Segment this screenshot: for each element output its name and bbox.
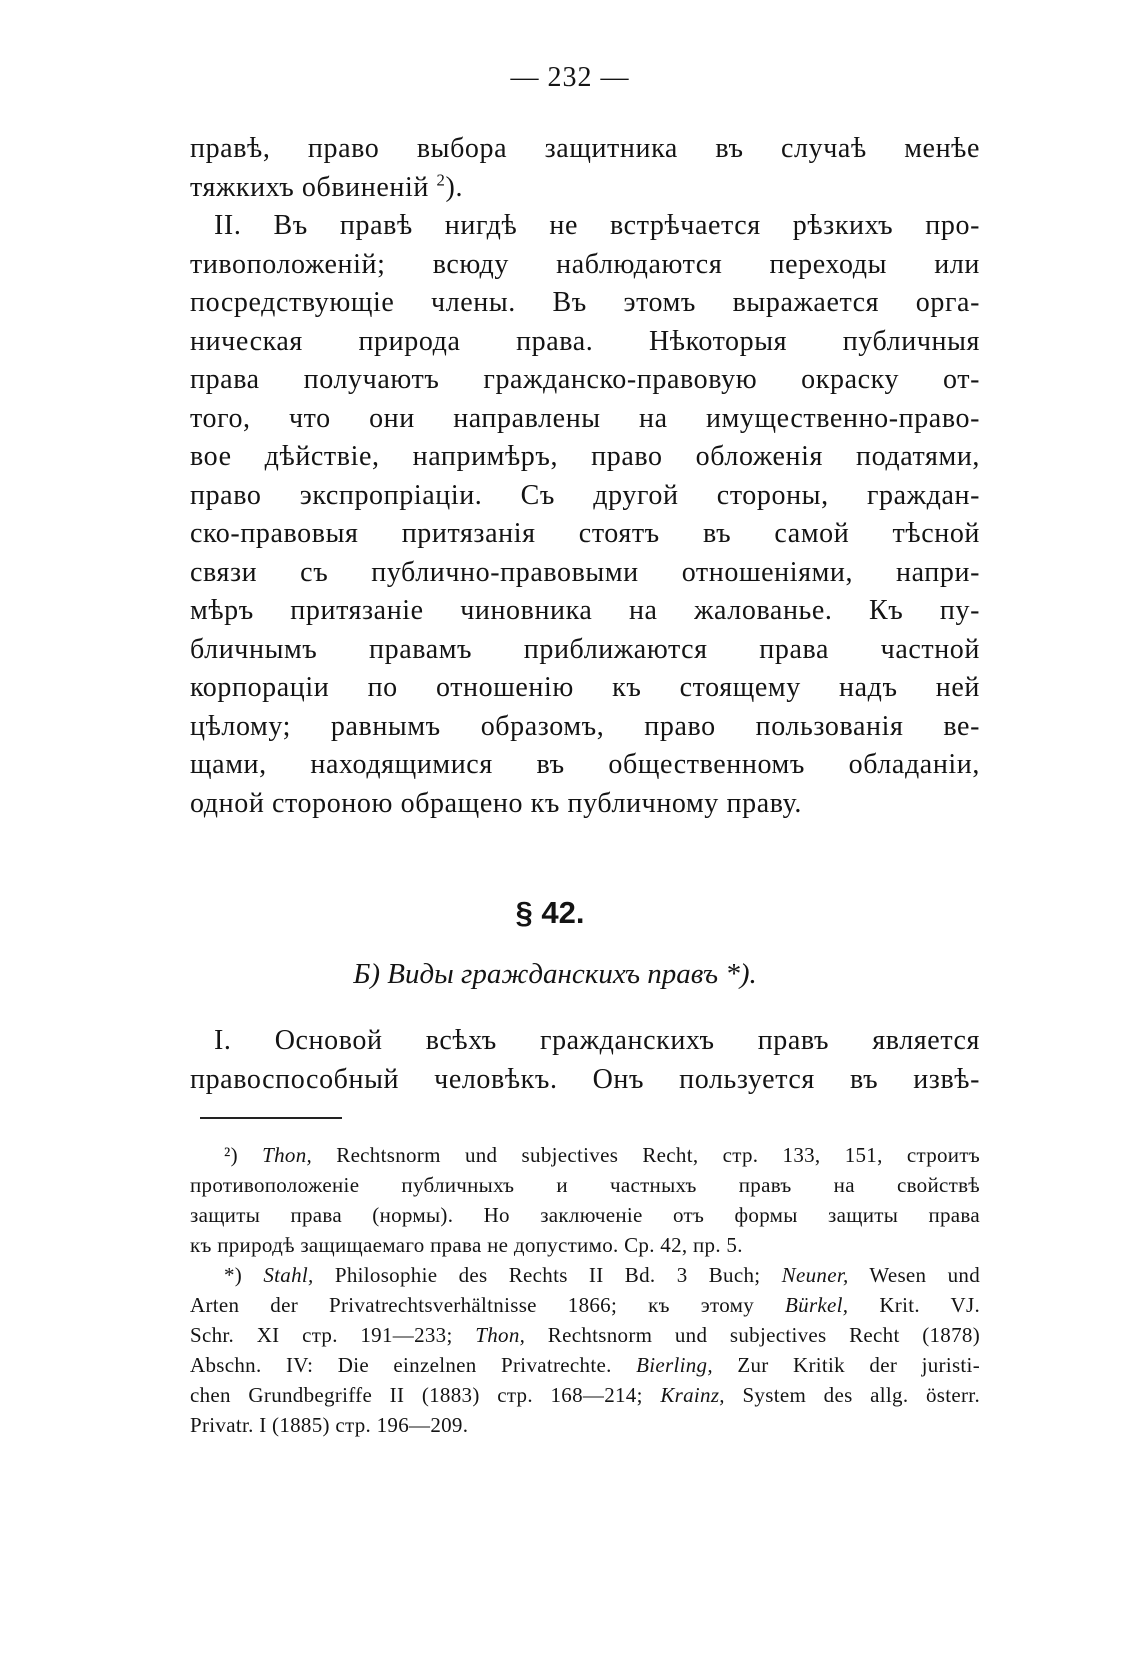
footnotes: [190, 1140, 980, 1440]
text-fragment: Arten der Privatrechtsverhältnisse 1866; къ этому: [190, 1293, 786, 1317]
text-line: бличнымъ правамъ приближаются права частной: [190, 633, 980, 665]
text-line: щами, находящимися въ общественномъ обладаніи,: [190, 749, 980, 780]
footnote-marker: *): [224, 1263, 264, 1287]
text-line: II. Въ правѣ нигдѣ не встрѣчается рѣзкихъ про-: [214, 210, 980, 241]
section-title: [0, 958, 1110, 991]
footnote-line: къ природѣ защищаемаго права не допустимо. Ср. 42, пр. 5.: [190, 1233, 743, 1257]
text-fragment: Schr. XI стр. 191—233;: [190, 1323, 476, 1347]
text-fragment: Krit. VJ.: [848, 1293, 980, 1317]
text-line: корпораціи по отношенію къ стоящему надъ ней: [190, 672, 980, 703]
text-fragment: System des allg. österr.: [724, 1383, 980, 1407]
text-fragment: chen Grundbegriffe II (1883) стр. 168—214;: [190, 1383, 661, 1407]
page-number: — 232 —: [510, 62, 630, 93]
text-line: одной стороною обращено къ публичному праву.: [190, 787, 802, 819]
footnote-line: [190, 1380, 980, 1410]
section-title-prefix: Б): [353, 958, 388, 990]
text-line: права получаютъ гражданско-правовую окраску от-: [190, 364, 980, 395]
footnote-author: Thon,: [262, 1143, 313, 1167]
text-line: того, что они направлены на имущественно-право-: [190, 402, 980, 434]
footnote-line: [190, 1320, 980, 1350]
text-line: связи съ публично-правовыми отношеніями, напри-: [190, 556, 980, 588]
footnote-line: [190, 1350, 980, 1380]
text-line: цѣлому; равнымъ образомъ, право пользованія ве-: [190, 710, 980, 742]
paragraph-ii: [190, 207, 980, 823]
text-fragment: ).: [445, 171, 464, 203]
text-fragment: Wesen und: [848, 1263, 980, 1287]
text-fragment: Rechtsnorm und subjectives Recht (1878): [525, 1323, 980, 1347]
section-title-suffix: *).: [718, 958, 757, 990]
text-fragment: тяжкихъ обвиненій: [190, 171, 437, 203]
footnote-marker: ²): [224, 1143, 263, 1167]
text-fragment: Abschn. IV: Die einzelnen Privatrechte.: [190, 1353, 637, 1377]
section-number: § 42.: [515, 895, 585, 930]
text-line: [190, 169, 980, 208]
footnote-line: [190, 1290, 980, 1320]
footnote-author: Krainz,: [660, 1383, 725, 1407]
footnote-line: [190, 1260, 980, 1290]
section-title-italic: Виды гражданскихъ правъ: [387, 958, 719, 990]
footnote-author: Stahl,: [263, 1263, 314, 1287]
text-line: правоспособный человѣкъ. Онъ пользуется въ извѣ-: [190, 1063, 980, 1095]
footnote-author: Bürkel,: [785, 1293, 849, 1317]
text-line: мѣръ притязаніе чиновника на жалованье. Къ пу-: [190, 595, 980, 626]
footnote-author: Neuner,: [781, 1263, 849, 1287]
footnote-line: [190, 1140, 980, 1170]
footnote-divider: [200, 1117, 342, 1119]
text-line: вое дѣйствіе, напримѣръ, право обложенія податями,: [190, 441, 980, 472]
footnote-author: Thon,: [475, 1323, 526, 1347]
paragraph-continuation: [190, 130, 980, 207]
text-fragment: Zur Kritik der juristi-: [712, 1353, 980, 1377]
footnote-author: Bierling,: [636, 1353, 713, 1377]
text-line: I. Основой всѣхъ гражданскихъ правъ является: [214, 1025, 980, 1056]
text-line: право экспропріаціи. Съ другой стороны, граждан-: [190, 479, 980, 511]
text-line: тивоположеній; всюду наблюдаются переходы или: [190, 248, 980, 280]
text-fragment: Philosophie des Rechts II Bd. 3 Buch;: [313, 1263, 782, 1287]
footnote-line: противоположеніе публичныхъ и частныхъ правъ на свойствѣ: [190, 1173, 980, 1197]
text-line: правѣ, право выбора защитника въ случаѣ менѣе: [190, 133, 980, 164]
text-fragment: Rechtsnorm und subjectives Recht, стр. 133, 151, строитъ: [312, 1143, 980, 1167]
paragraph-i: [190, 1022, 980, 1099]
footnote-line: защиты права (нормы). Но заключеніе отъ формы защиты права: [190, 1203, 980, 1227]
text-line: ско-правовыя притязанія стоятъ въ самой тѣсной: [190, 518, 980, 549]
footnote-reference: 2: [436, 170, 446, 190]
footnote-line: Privatr. I (1885) стр. 196—209.: [190, 1413, 469, 1437]
text-line: посредствующіе члены. Въ этомъ выражается орга-: [190, 287, 980, 318]
text-line: ническая природа права. Нѣкоторыя публичныя: [190, 325, 980, 357]
